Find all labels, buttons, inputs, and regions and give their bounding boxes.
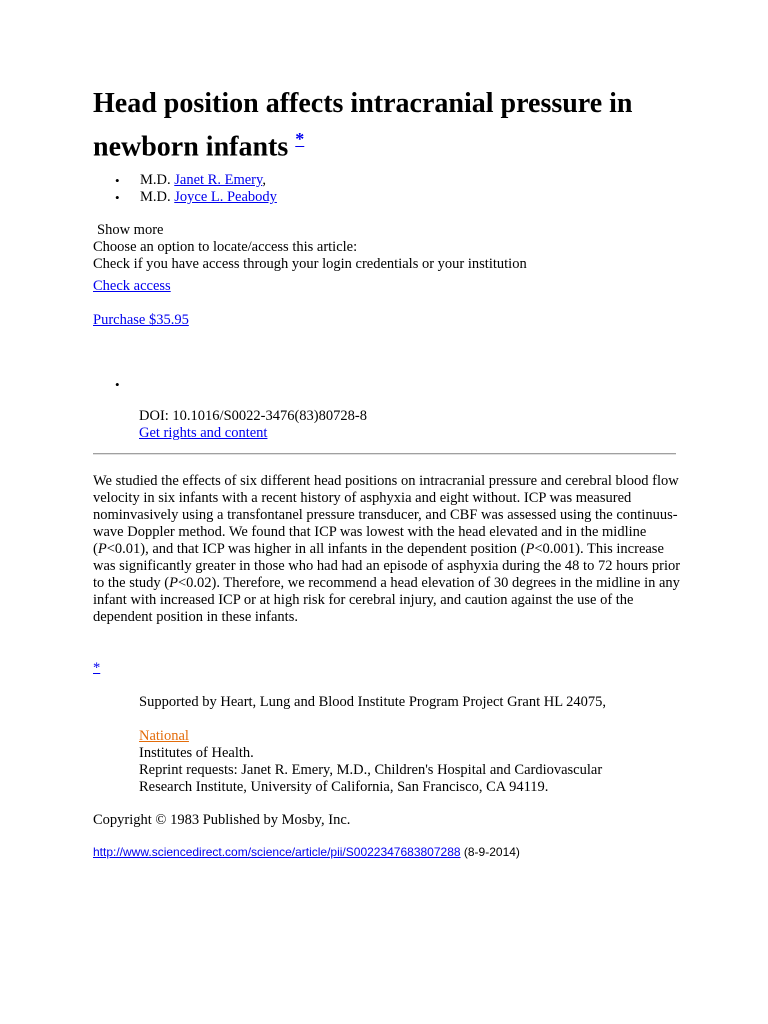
source-url-link[interactable]: http://www.sciencedirect.com/science/article/pii/S0022347683807288 <box>93 845 461 859</box>
abstract-text: <0.02). Therefore, we recommend a head elevation of 30 degrees in the midline in any infant with increased ICP or at high risk for cerebral injury, and caution against the use of the dependent position in these infants. <box>93 575 680 625</box>
show-more-toggle[interactable]: Show more <box>97 222 164 238</box>
institutes-text: Institutes of Health. <box>139 745 254 761</box>
author-item <box>93 172 277 189</box>
footnote-marker-link[interactable]: * <box>93 660 101 676</box>
p-symbol: P <box>169 575 178 591</box>
reprint-text-1: Reprint requests: Janet R. Emery, M.D., Children's Hospital and Cardiovascular <box>139 762 603 778</box>
access-hint: Check if you have access through your login credentials or your institution <box>93 256 527 272</box>
reprint-text-2: Research Institute, University of California, San Francisco, CA 94119. <box>139 779 549 795</box>
article-title <box>93 87 713 164</box>
abstract-text: <0.001). This increase was significantly greater in those who had had an episode of asphyxia during the 48 to 72 hours prior to the study ( <box>93 541 681 591</box>
author-link-emery[interactable]: Janet R. Emery <box>174 172 263 188</box>
check-access-link[interactable]: Check access <box>93 278 171 294</box>
author-link-peabody[interactable]: Joyce L. Peabody <box>174 189 277 205</box>
rights-link[interactable]: Get rights and content <box>139 425 268 441</box>
author-list <box>93 172 277 206</box>
abstract-paragraph <box>93 473 683 626</box>
p-symbol: P <box>525 541 535 557</box>
title-footnote-link[interactable]: * <box>295 129 305 149</box>
author-item <box>93 189 277 206</box>
copyright-text: Copyright © 1983 Published by Mosby, Inc. <box>93 812 351 828</box>
source-date: (8-9-2014) <box>460 845 520 859</box>
national-link[interactable]: National <box>139 728 189 744</box>
abstract-text: <0.01), and that ICP was higher in all infants in the dependent position ( <box>106 541 526 557</box>
abstract-text: We studied the effects of six different head positions on intracranial pressure and cerebral blood flow velocity in six infants with a recent history of asphyxia and eight without. ICP was measured nominvasively using a transfontanel pressure transducer, and CBF was assessed using the continuus-wave Doppler method. We found that ICP was lowest with the head elevated and in the midline ( <box>93 473 679 557</box>
divider <box>93 453 676 455</box>
doi-text: DOI: 10.1016/S0022-3476(83)80728-8 <box>139 408 367 424</box>
p-symbol: P <box>97 541 107 557</box>
author-suffix: , <box>262 172 266 188</box>
author-degree: M.D. <box>140 189 171 205</box>
access-prompt: Choose an option to locate/access this article: <box>93 239 358 255</box>
source-line <box>93 845 520 860</box>
title-text: Head position affects intracranial pressure in newborn infants <box>93 88 633 163</box>
funding-text: Supported by Heart, Lung and Blood Institute Program Project Grant HL 24075, <box>139 694 607 710</box>
author-degree: M.D. <box>140 172 171 188</box>
purchase-link[interactable]: Purchase $35.95 <box>93 312 189 328</box>
empty-bullet: • <box>115 377 120 392</box>
